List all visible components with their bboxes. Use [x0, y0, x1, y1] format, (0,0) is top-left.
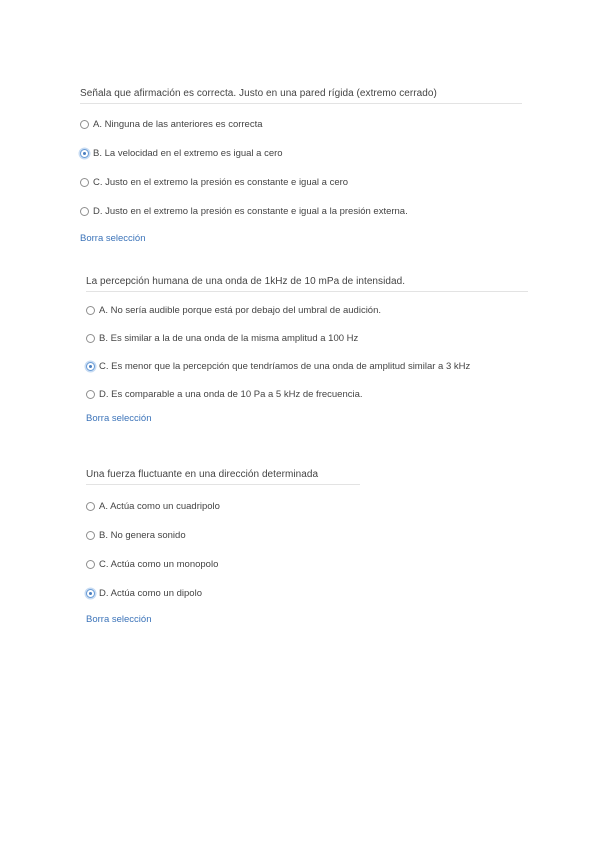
option-b[interactable] [86, 331, 528, 345]
clear-selection-link[interactable]: Borra selección [86, 614, 152, 625]
option-label: D. Actúa como un dipolo [99, 587, 202, 599]
option-b[interactable] [86, 528, 360, 542]
option-label: D. Justo en el extremo la presión es constante e igual a la presión externa. [93, 205, 408, 217]
option-label: D. Es comparable a una onda de 10 Pa a 5 kHz de frecuencia. [99, 388, 363, 400]
radio-button[interactable] [86, 502, 95, 511]
radio-button[interactable] [86, 390, 95, 399]
option-c[interactable] [80, 175, 522, 189]
option-d[interactable] [86, 586, 360, 600]
option-label: C. Actúa como un monopolo [99, 558, 219, 570]
option-a[interactable] [86, 303, 528, 317]
question-1 [80, 88, 522, 246]
radio-button[interactable] [86, 560, 95, 569]
question-text: La percepción humana de una onda de 1kHz de 10 mPa de intensidad. [86, 276, 528, 292]
option-label: A. Ninguna de las anteriores es correcta [93, 118, 263, 130]
option-label: C. Es menor que la percepción que tendríamos de una onda de amplitud similar a 3 kHz [99, 360, 471, 372]
option-c[interactable] [86, 557, 360, 571]
option-a[interactable] [86, 499, 360, 513]
radio-button[interactable] [86, 334, 95, 343]
radio-button[interactable] [80, 207, 89, 216]
option-d[interactable] [80, 204, 522, 218]
option-b[interactable] [80, 146, 522, 160]
radio-button[interactable] [86, 306, 95, 315]
radio-button-selected[interactable] [86, 589, 95, 598]
option-label: A. No sería audible porque está por debajo del umbral de audición. [99, 304, 382, 316]
option-label: B. Es similar a la de una onda de la misma amplitud a 100 Hz [99, 332, 359, 344]
question-text: Una fuerza fluctuante en una dirección determinada [86, 469, 360, 485]
question-text: Señala que afirmación es correcta. Justo en una pared rígida (extremo cerrado) [80, 88, 522, 104]
option-label: A. Actúa como un cuadripolo [99, 500, 220, 512]
option-label: B. No genera sonido [99, 529, 186, 541]
option-label: B. La velocidad en el extremo es igual a cero [93, 147, 283, 159]
radio-button-selected[interactable] [80, 149, 89, 158]
option-d[interactable] [86, 387, 528, 401]
radio-button[interactable] [80, 120, 89, 129]
radio-button[interactable] [80, 178, 89, 187]
radio-button[interactable] [86, 531, 95, 540]
question-2 [86, 276, 528, 426]
question-3 [86, 469, 360, 627]
radio-button-selected[interactable] [86, 362, 95, 371]
clear-selection-link[interactable]: Borra selección [80, 233, 146, 244]
option-c[interactable] [86, 359, 528, 373]
option-a[interactable] [80, 117, 522, 131]
clear-selection-link[interactable]: Borra selección [86, 413, 152, 424]
option-label: C. Justo en el extremo la presión es constante e igual a cero [93, 176, 349, 188]
